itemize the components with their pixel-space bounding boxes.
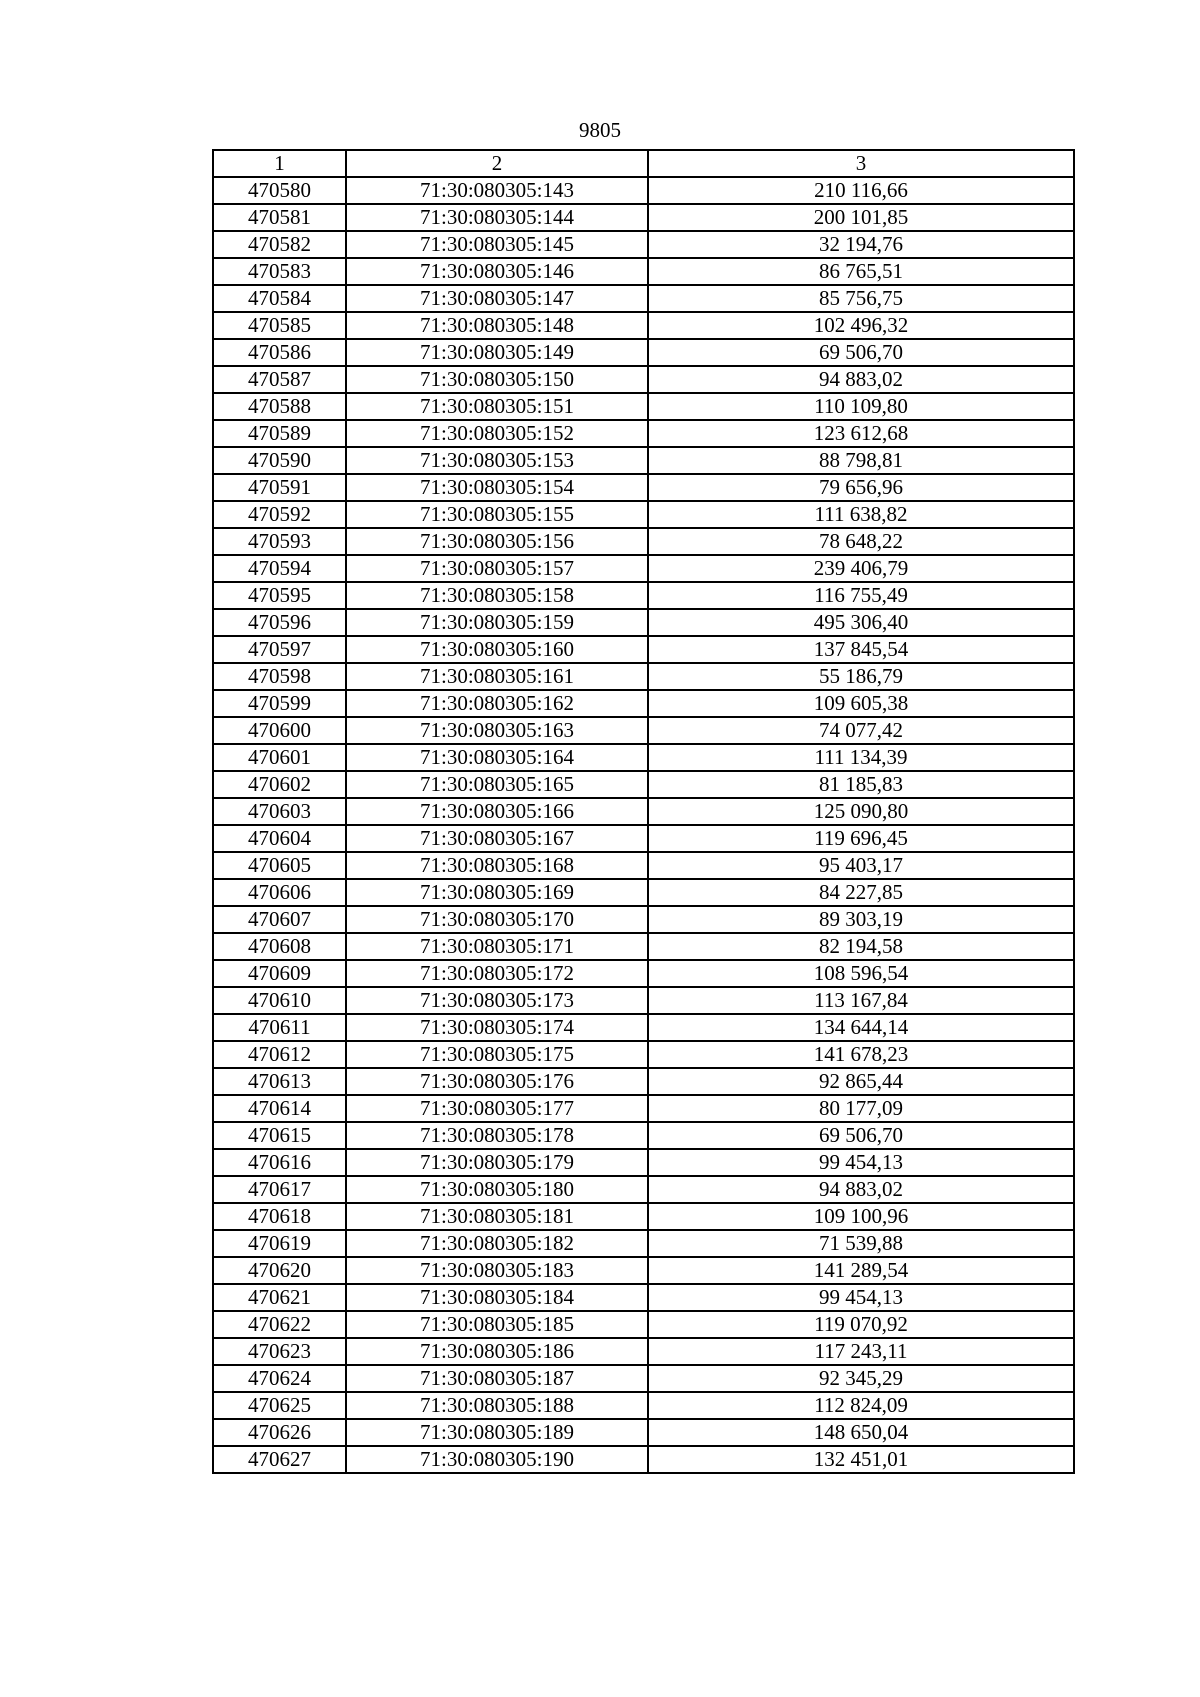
table-row <box>213 1230 1074 1257</box>
table-row <box>213 474 1074 501</box>
row-number-cell: 470624 <box>213 1365 346 1392</box>
cadastral-number-cell: 71:30:080305:146 <box>346 258 648 285</box>
table-row <box>213 1068 1074 1095</box>
table-row <box>213 231 1074 258</box>
table-row <box>213 663 1074 690</box>
value-cell: 239 406,79 <box>648 555 1074 582</box>
cadastral-number-cell: 71:30:080305:168 <box>346 852 648 879</box>
row-number-cell: 470620 <box>213 1257 346 1284</box>
cadastral-number-cell: 71:30:080305:184 <box>346 1284 648 1311</box>
row-number-cell: 470581 <box>213 204 346 231</box>
header-row <box>213 150 1074 177</box>
value-cell: 112 824,09 <box>648 1392 1074 1419</box>
value-cell: 84 227,85 <box>648 879 1074 906</box>
value-cell: 85 756,75 <box>648 285 1074 312</box>
table-row <box>213 636 1074 663</box>
value-cell: 134 644,14 <box>648 1014 1074 1041</box>
value-cell: 102 496,32 <box>648 312 1074 339</box>
table-row <box>213 690 1074 717</box>
value-cell: 110 109,80 <box>648 393 1074 420</box>
table-row <box>213 420 1074 447</box>
table-row <box>213 798 1074 825</box>
row-number-cell: 470611 <box>213 1014 346 1041</box>
table-row <box>213 1041 1074 1068</box>
value-cell: 137 845,54 <box>648 636 1074 663</box>
table-header <box>213 150 1074 177</box>
row-number-cell: 470600 <box>213 717 346 744</box>
table-row <box>213 204 1074 231</box>
value-cell: 74 077,42 <box>648 717 1074 744</box>
row-number-cell: 470606 <box>213 879 346 906</box>
cadastral-number-cell: 71:30:080305:165 <box>346 771 648 798</box>
table-row <box>213 609 1074 636</box>
table-row <box>213 1257 1074 1284</box>
cadastral-number-cell: 71:30:080305:171 <box>346 933 648 960</box>
row-number-cell: 470616 <box>213 1149 346 1176</box>
table-body <box>213 177 1074 1473</box>
table-row <box>213 1338 1074 1365</box>
table-row <box>213 258 1074 285</box>
row-number-cell: 470584 <box>213 285 346 312</box>
cadastral-number-cell: 71:30:080305:158 <box>346 582 648 609</box>
row-number-cell: 470583 <box>213 258 346 285</box>
row-number-cell: 470623 <box>213 1338 346 1365</box>
value-cell: 78 648,22 <box>648 528 1074 555</box>
cadastral-number-cell: 71:30:080305:164 <box>346 744 648 771</box>
value-cell: 94 883,02 <box>648 366 1074 393</box>
row-number-cell: 470587 <box>213 366 346 393</box>
row-number-cell: 470598 <box>213 663 346 690</box>
row-number-cell: 470619 <box>213 1230 346 1257</box>
cadastral-number-cell: 71:30:080305:174 <box>346 1014 648 1041</box>
cadastral-number-cell: 71:30:080305:160 <box>346 636 648 663</box>
cadastral-number-cell: 71:30:080305:183 <box>346 1257 648 1284</box>
row-number-cell: 470626 <box>213 1419 346 1446</box>
row-number-cell: 470582 <box>213 231 346 258</box>
table-row <box>213 960 1074 987</box>
row-number-cell: 470599 <box>213 690 346 717</box>
table-row <box>213 933 1074 960</box>
table-row <box>213 528 1074 555</box>
value-cell: 80 177,09 <box>648 1095 1074 1122</box>
value-cell: 94 883,02 <box>648 1176 1074 1203</box>
value-cell: 119 070,92 <box>648 1311 1074 1338</box>
row-number-cell: 470615 <box>213 1122 346 1149</box>
table-row <box>213 366 1074 393</box>
row-number-cell: 470591 <box>213 474 346 501</box>
cadastral-number-cell: 71:30:080305:187 <box>346 1365 648 1392</box>
cadastral-number-cell: 71:30:080305:145 <box>346 231 648 258</box>
table-row <box>213 447 1074 474</box>
value-cell: 111 134,39 <box>648 744 1074 771</box>
table-row <box>213 1014 1074 1041</box>
row-number-cell: 470596 <box>213 609 346 636</box>
table-row <box>213 1149 1074 1176</box>
row-number-cell: 470603 <box>213 798 346 825</box>
table-row <box>213 1203 1074 1230</box>
value-cell: 88 798,81 <box>648 447 1074 474</box>
cadastral-number-cell: 71:30:080305:155 <box>346 501 648 528</box>
cadastral-number-cell: 71:30:080305:186 <box>346 1338 648 1365</box>
value-cell: 99 454,13 <box>648 1284 1074 1311</box>
row-number-cell: 470617 <box>213 1176 346 1203</box>
row-number-cell: 470594 <box>213 555 346 582</box>
row-number-cell: 470613 <box>213 1068 346 1095</box>
cadastral-number-cell: 71:30:080305:163 <box>346 717 648 744</box>
value-cell: 69 506,70 <box>648 1122 1074 1149</box>
data-table <box>212 149 1075 1474</box>
row-number-cell: 470625 <box>213 1392 346 1419</box>
row-number-cell: 470580 <box>213 177 346 204</box>
value-cell: 95 403,17 <box>648 852 1074 879</box>
cadastral-number-cell: 71:30:080305:157 <box>346 555 648 582</box>
column-header-3: 3 <box>648 150 1074 177</box>
value-cell: 92 865,44 <box>648 1068 1074 1095</box>
cadastral-number-cell: 71:30:080305:179 <box>346 1149 648 1176</box>
table-row <box>213 1311 1074 1338</box>
row-number-cell: 470597 <box>213 636 346 663</box>
cadastral-number-cell: 71:30:080305:175 <box>346 1041 648 1068</box>
table-row <box>213 879 1074 906</box>
table-row <box>213 339 1074 366</box>
cadastral-number-cell: 71:30:080305:159 <box>346 609 648 636</box>
table-row <box>213 1446 1074 1473</box>
row-number-cell: 470585 <box>213 312 346 339</box>
value-cell: 123 612,68 <box>648 420 1074 447</box>
value-cell: 71 539,88 <box>648 1230 1074 1257</box>
value-cell: 116 755,49 <box>648 582 1074 609</box>
row-number-cell: 470607 <box>213 906 346 933</box>
cadastral-number-cell: 71:30:080305:182 <box>346 1230 648 1257</box>
row-number-cell: 470609 <box>213 960 346 987</box>
value-cell: 200 101,85 <box>648 204 1074 231</box>
table-row <box>213 906 1074 933</box>
table-row <box>213 1122 1074 1149</box>
row-number-cell: 470586 <box>213 339 346 366</box>
cadastral-number-cell: 71:30:080305:176 <box>346 1068 648 1095</box>
cadastral-number-cell: 71:30:080305:178 <box>346 1122 648 1149</box>
value-cell: 55 186,79 <box>648 663 1074 690</box>
row-number-cell: 470590 <box>213 447 346 474</box>
value-cell: 108 596,54 <box>648 960 1074 987</box>
table-row <box>213 852 1074 879</box>
table-row <box>213 1284 1074 1311</box>
cadastral-number-cell: 71:30:080305:167 <box>346 825 648 852</box>
row-number-cell: 470602 <box>213 771 346 798</box>
row-number-cell: 470614 <box>213 1095 346 1122</box>
column-header-1: 1 <box>213 150 346 177</box>
value-cell: 81 185,83 <box>648 771 1074 798</box>
value-cell: 125 090,80 <box>648 798 1074 825</box>
value-cell: 210 116,66 <box>648 177 1074 204</box>
table-row <box>213 771 1074 798</box>
row-number-cell: 470595 <box>213 582 346 609</box>
table-row <box>213 987 1074 1014</box>
cadastral-number-cell: 71:30:080305:161 <box>346 663 648 690</box>
cadastral-number-cell: 71:30:080305:150 <box>346 366 648 393</box>
row-number-cell: 470622 <box>213 1311 346 1338</box>
table-row <box>213 582 1074 609</box>
row-number-cell: 470588 <box>213 393 346 420</box>
table-row <box>213 501 1074 528</box>
value-cell: 495 306,40 <box>648 609 1074 636</box>
value-cell: 141 289,54 <box>648 1257 1074 1284</box>
cadastral-number-cell: 71:30:080305:172 <box>346 960 648 987</box>
cadastral-number-cell: 71:30:080305:147 <box>346 285 648 312</box>
value-cell: 69 506,70 <box>648 339 1074 366</box>
table-row <box>213 1095 1074 1122</box>
value-cell: 117 243,11 <box>648 1338 1074 1365</box>
value-cell: 141 678,23 <box>648 1041 1074 1068</box>
cadastral-number-cell: 71:30:080305:156 <box>346 528 648 555</box>
cadastral-number-cell: 71:30:080305:162 <box>346 690 648 717</box>
row-number-cell: 470608 <box>213 933 346 960</box>
cadastral-number-cell: 71:30:080305:170 <box>346 906 648 933</box>
table-row <box>213 177 1074 204</box>
table-row <box>213 825 1074 852</box>
value-cell: 113 167,84 <box>648 987 1074 1014</box>
cadastral-number-cell: 71:30:080305:169 <box>346 879 648 906</box>
row-number-cell: 470621 <box>213 1284 346 1311</box>
column-header-2: 2 <box>346 150 648 177</box>
table-row <box>213 1392 1074 1419</box>
table-row <box>213 312 1074 339</box>
page-number: 9805 <box>579 118 621 142</box>
row-number-cell: 470605 <box>213 852 346 879</box>
row-number-cell: 470627 <box>213 1446 346 1473</box>
cadastral-number-cell: 71:30:080305:166 <box>346 798 648 825</box>
value-cell: 86 765,51 <box>648 258 1074 285</box>
cadastral-number-cell: 71:30:080305:188 <box>346 1392 648 1419</box>
table-row <box>213 393 1074 420</box>
table-row <box>213 744 1074 771</box>
cadastral-number-cell: 71:30:080305:181 <box>346 1203 648 1230</box>
cadastral-number-cell: 71:30:080305:152 <box>346 420 648 447</box>
value-cell: 92 345,29 <box>648 1365 1074 1392</box>
value-cell: 82 194,58 <box>648 933 1074 960</box>
row-number-cell: 470612 <box>213 1041 346 1068</box>
row-number-cell: 470601 <box>213 744 346 771</box>
table-row <box>213 1176 1074 1203</box>
cadastral-number-cell: 71:30:080305:180 <box>346 1176 648 1203</box>
value-cell: 89 303,19 <box>648 906 1074 933</box>
table-row <box>213 555 1074 582</box>
cadastral-number-cell: 71:30:080305:190 <box>346 1446 648 1473</box>
row-number-cell: 470593 <box>213 528 346 555</box>
row-number-cell: 470618 <box>213 1203 346 1230</box>
value-cell: 109 605,38 <box>648 690 1074 717</box>
cadastral-number-cell: 71:30:080305:189 <box>346 1419 648 1446</box>
value-cell: 132 451,01 <box>648 1446 1074 1473</box>
cadastral-number-cell: 71:30:080305:151 <box>346 393 648 420</box>
value-cell: 79 656,96 <box>648 474 1074 501</box>
cadastral-number-cell: 71:30:080305:185 <box>346 1311 648 1338</box>
value-cell: 99 454,13 <box>648 1149 1074 1176</box>
row-number-cell: 470592 <box>213 501 346 528</box>
cadastral-number-cell: 71:30:080305:143 <box>346 177 648 204</box>
row-number-cell: 470604 <box>213 825 346 852</box>
cadastral-number-cell: 71:30:080305:149 <box>346 339 648 366</box>
row-number-cell: 470610 <box>213 987 346 1014</box>
cadastral-number-cell: 71:30:080305:177 <box>346 1095 648 1122</box>
table-row <box>213 285 1074 312</box>
value-cell: 111 638,82 <box>648 501 1074 528</box>
table-row <box>213 1419 1074 1446</box>
value-cell: 109 100,96 <box>648 1203 1074 1230</box>
table-row <box>213 1365 1074 1392</box>
cadastral-number-cell: 71:30:080305:148 <box>346 312 648 339</box>
cadastral-number-cell: 71:30:080305:144 <box>346 204 648 231</box>
row-number-cell: 470589 <box>213 420 346 447</box>
table-row <box>213 717 1074 744</box>
value-cell: 119 696,45 <box>648 825 1074 852</box>
cadastral-number-cell: 71:30:080305:153 <box>346 447 648 474</box>
cadastral-number-cell: 71:30:080305:173 <box>346 987 648 1014</box>
value-cell: 148 650,04 <box>648 1419 1074 1446</box>
value-cell: 32 194,76 <box>648 231 1074 258</box>
cadastral-number-cell: 71:30:080305:154 <box>346 474 648 501</box>
